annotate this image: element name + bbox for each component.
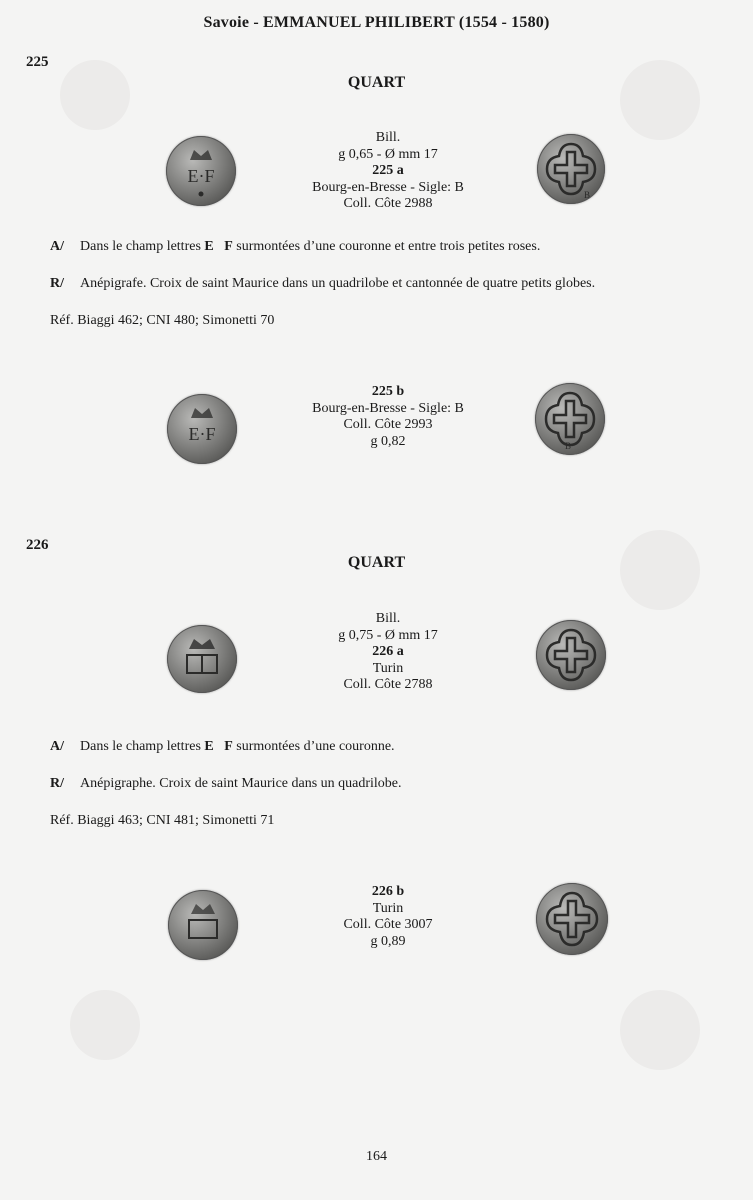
reverse-text: Anépigrafe. Croix de saint Maurice dans un quadrilobe et cantonnée de quatre petits globes. — [80, 276, 596, 291]
weight-line: g 0,82 — [370, 433, 406, 449]
coin-legend: E·F — [188, 424, 216, 444]
obverse-tag: A/ — [50, 739, 64, 754]
coin-reverse-image — [536, 620, 606, 690]
coin-description — [250, 611, 526, 694]
coin-obverse-image — [166, 136, 236, 206]
variant-id: 225 a — [372, 163, 404, 178]
bleed-through-ghost — [620, 60, 700, 140]
reference-line: Réf. Biaggi 463; CNI 481; Simonetti 71 — [50, 813, 275, 828]
coin-legend: E·F — [187, 166, 215, 186]
reverse-text: Anépigraphe. Croix de saint Maurice dans un quadrilobe. — [80, 776, 402, 791]
mint-line: Bourg-en-Bresse - Sigle: B — [312, 179, 464, 195]
weight-diameter: g 0,75 - Ø mm 17 — [338, 627, 438, 643]
coin-description — [250, 130, 526, 213]
metal-label: Bill. — [375, 130, 401, 145]
collection-ref: Coll. Côte 2993 — [343, 417, 433, 432]
page-number: 164 — [366, 1149, 387, 1164]
reverse-tag: R/ — [50, 276, 64, 291]
reverse-description — [50, 276, 730, 292]
collection-ref: Coll. Côte 2788 — [343, 677, 433, 692]
coin-reverse-image — [535, 383, 605, 455]
obverse-text-pre: Dans le champ lettres — [80, 739, 201, 754]
bleed-through-ghost — [70, 990, 140, 1060]
variant-id: 225 b — [371, 384, 405, 399]
obverse-tag: A/ — [50, 239, 64, 254]
obverse-text-post: surmontées d’une couronne et entre trois petites roses. — [236, 239, 541, 254]
bleed-through-ghost — [620, 990, 700, 1070]
variant-id: 226 b — [371, 884, 405, 899]
coin-description — [250, 884, 526, 950]
obverse-letters: E F — [204, 239, 233, 254]
reverse-tag: R/ — [50, 776, 64, 791]
coin-obverse-image — [168, 890, 238, 960]
obverse-description — [50, 239, 730, 255]
collection-ref: Coll. Côte 3007 — [343, 917, 433, 932]
reference-line: Réf. Biaggi 462; CNI 480; Simonetti 70 — [50, 313, 275, 328]
obverse-letters: E F — [204, 739, 233, 754]
obverse-text-pre: Dans le champ lettres — [80, 239, 201, 254]
mint-line: Turin — [372, 900, 404, 916]
page-header: Savoie - EMMANUEL PHILIBERT (1554 - 1580) — [203, 14, 550, 31]
variant-id: 226 a — [372, 644, 404, 659]
coin-reverse-image — [537, 134, 605, 204]
coin-obverse-image — [167, 625, 237, 693]
metal-label: Bill. — [375, 611, 401, 626]
entry-number: 226 — [26, 537, 49, 553]
entry-number: 225 — [26, 54, 49, 70]
collection-ref: Coll. Côte 2988 — [343, 196, 433, 211]
mint-line: Bourg-en-Bresse - Sigle: B — [312, 400, 464, 416]
bleed-through-ghost — [60, 60, 130, 130]
section-title: QUART — [347, 74, 406, 91]
coin-obverse-image — [167, 394, 237, 464]
weight-line: g 0,89 — [370, 933, 406, 949]
mint-line: Turin — [372, 660, 404, 676]
obverse-text-post: surmontées d’une couronne. — [236, 739, 395, 754]
section-title: QUART — [347, 554, 406, 571]
mint-mark: B — [584, 190, 591, 200]
mint-mark: B — [565, 441, 572, 451]
coin-reverse-image — [536, 883, 608, 955]
weight-diameter: g 0,65 - Ø mm 17 — [338, 146, 438, 162]
reverse-description — [50, 776, 730, 792]
coin-description — [250, 384, 526, 450]
obverse-description — [50, 739, 730, 755]
